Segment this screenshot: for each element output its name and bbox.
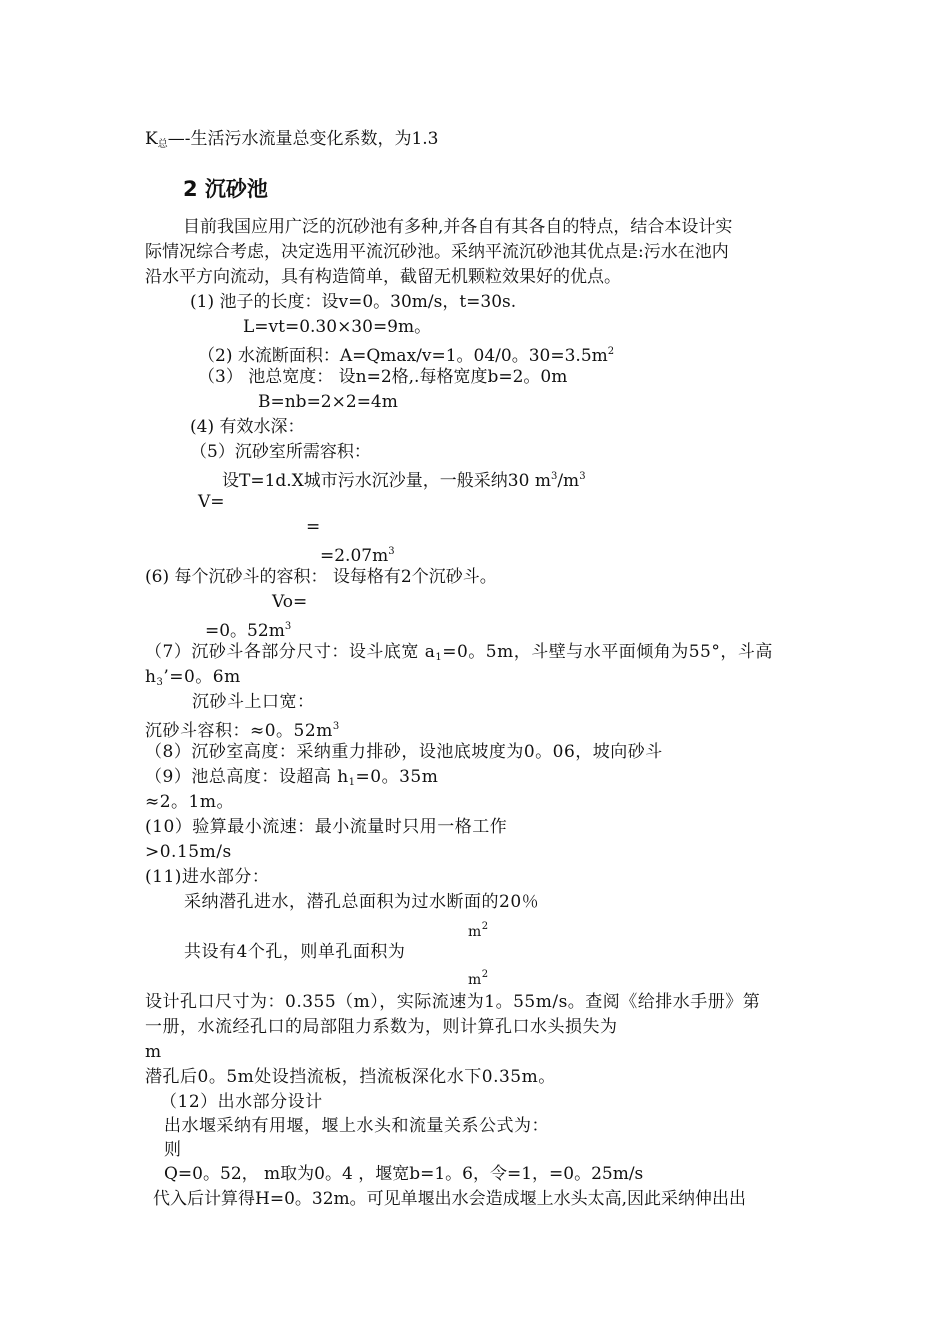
step-5-result: $=2.07m^3$ xyxy=(320,546,395,566)
step-6-vo-label: Vo= xyxy=(272,592,308,612)
k-subscript: 总 xyxy=(157,139,168,150)
step-3-equation: B=nb=2×2=4m xyxy=(258,392,398,412)
step-1-equation: L=vt=0.30×30=9m。 xyxy=(243,317,432,337)
step-7-dimensions: （7）沉砂斗各部分尺寸：设斗底宽 $a_1=0$。5m，斗壁与水平面倾角为55°，斗高 xyxy=(145,642,773,663)
step-11-inlet: (11)进水部分： xyxy=(145,867,270,887)
step-10-min-velocity: (10）验算最小流速：最小流量时只用一格工作 xyxy=(145,817,508,837)
step-8-chamber-height: （8）沉砂室高度：采纳重力排砂，设池底坡度为0。06，坡向砂斗 xyxy=(145,742,663,762)
step-6-hopper-volume: (6) 每个沉砂斗的容积： 设每格有2个沉砂斗。 xyxy=(145,567,497,587)
step-7-height: $h_3’=0$。6m xyxy=(145,667,241,688)
step-5-v-label: V= xyxy=(198,492,225,512)
step-11-hole-count: 共设有4个孔，则单孔面积为 xyxy=(184,942,406,962)
step-12-result: 代入后计算得H=0。32m。可见单堰出水会造成堰上水头太高,因此采纳伸出出 xyxy=(153,1189,747,1209)
step-6-result: =0。$52m^3$ xyxy=(205,621,292,641)
step-11-area-unit-1: $m^2$ xyxy=(468,921,489,940)
step-7-hopper-volume: 沉砂斗容积：≈0。$52m^3$ xyxy=(145,721,340,741)
step-9-result: ≈2。1m。 xyxy=(145,792,234,812)
step-4-depth: (4) 有效水深： xyxy=(190,417,305,437)
step-9-total-height: （9）池总高度：设超高 $h_1=0$。35m xyxy=(145,767,439,788)
step-11-unit-m: m xyxy=(145,1042,162,1062)
k-total-line xyxy=(145,127,438,157)
step-11-area-unit-2: $m^2$ xyxy=(468,969,489,988)
step-1-length: (1) 池子的长度：设v=0。30m/s，t=30s. xyxy=(190,292,517,312)
step-11-baffle: 潜孔后0。5m处设挡流板，挡流板深化水下0.35m。 xyxy=(145,1067,556,1087)
step-10-result: >0.15m/s xyxy=(145,842,232,862)
intro-line-1: 目前我国应用广泛的沉砂池有多种,并各自有其各自的特点，结合本设计实 xyxy=(183,217,733,237)
step-11-head-loss: 一册，水流经孔口的局部阻力系数为，则计算孔口水头损失为 xyxy=(145,1017,618,1037)
step-5-assumption: 设T=1d.X城市污水沉沙量，一般采纳30 $m^3/m^3$ xyxy=(222,471,586,491)
step-12-parameters: Q=0。52， m取为0。4 ，堰宽b=1。6，令=1，=0。25m/s xyxy=(164,1164,644,1184)
step-11-orifice-inlet: 采纳潜孔进水，潜孔总面积为过水断面的20％ xyxy=(184,892,540,912)
step-12-outlet-design: （12）出水部分设计 xyxy=(160,1092,323,1112)
step-5-volume: （5）沉砂室所需容积： xyxy=(190,442,371,462)
step-12-weir-formula: 出水堰采纳有用堰，堰上水头和流量关系公式为： xyxy=(164,1116,549,1136)
step-2-area: （2) 水流断面积：A=Qmax/v=1。04/0。$30=3.5m^2$ xyxy=(198,346,615,366)
step-11-orifice-size: 设计孔口尺寸为：0.355（m），实际流速为1。55m/s。查阅《给排水手册》第 xyxy=(145,992,761,1012)
step-12-then: 则 xyxy=(164,1140,182,1160)
step-7-top-width: 沉砂斗上口宽： xyxy=(192,692,315,712)
intro-line-3: 沿水平方向流动，具有构造简单，截留无机颗粒效果好的优点。 xyxy=(145,267,621,287)
k-symbol: K xyxy=(145,129,158,149)
section-heading: 2 沉砂池 xyxy=(183,177,268,201)
intro-line-2: 际情况综合考虑，决定选用平流沉砂池。采纳平流沉砂池其优点是:污水在池内 xyxy=(145,242,729,262)
step-3-width: （3） 池总宽度： 设n=2格,.每格宽度b=2。0m xyxy=(198,367,568,387)
step-5-equals: = xyxy=(306,517,321,537)
k-description: —-生活污水流量总变化系数，为1.3 xyxy=(167,129,439,149)
